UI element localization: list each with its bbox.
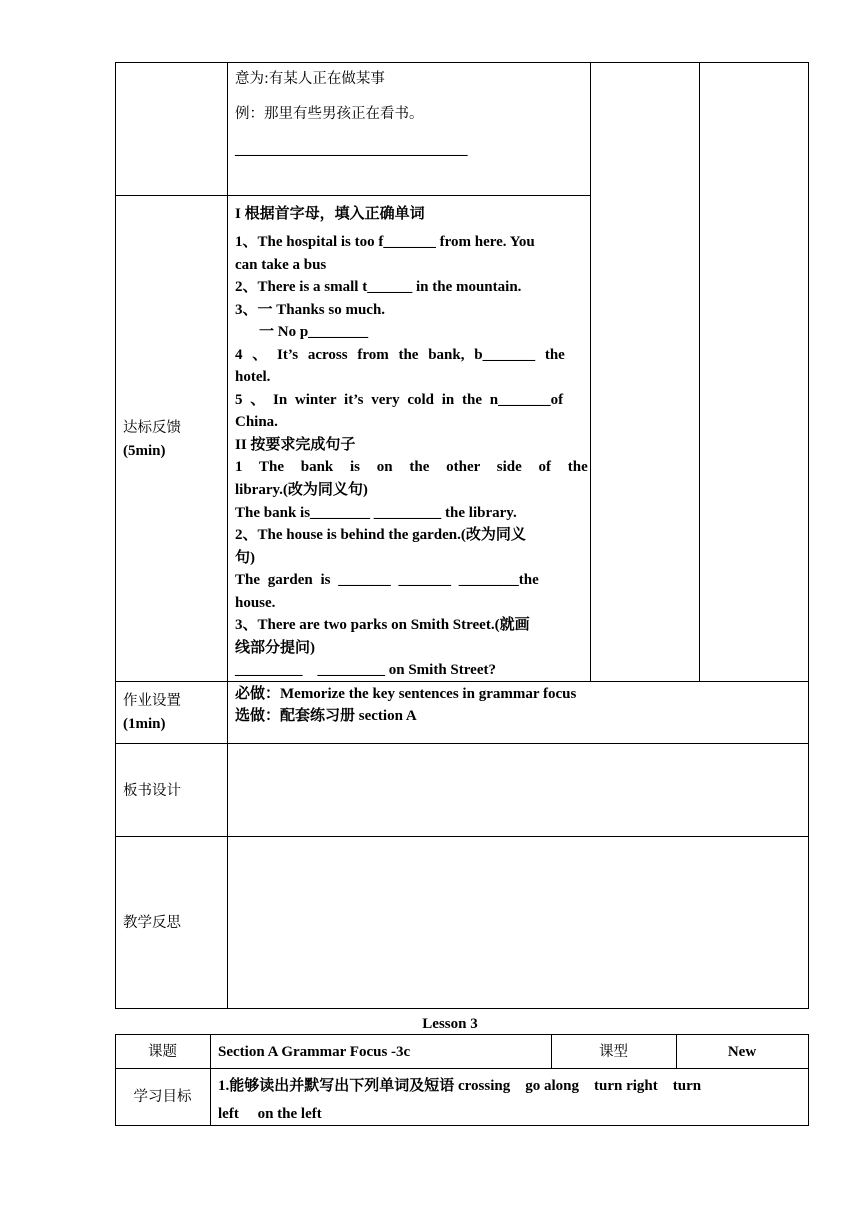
lesson-type-value: New [727, 1044, 757, 1060]
meaning-text: 意为:有某人正在做某事 [235, 71, 385, 87]
exercise-line: The garden is _______ _______ ________the [235, 572, 539, 588]
exercise-line: 5 、 In winter it’s very cold in the n_______of [235, 392, 564, 408]
rule [115, 681, 809, 682]
rule [115, 62, 809, 63]
homework-optional: 选做：配套练习册 section A [235, 708, 417, 724]
exercise-line: 线部分提问) [235, 640, 315, 656]
rule [699, 62, 700, 682]
answer-blank: _______________________________ [235, 142, 468, 158]
rule [808, 62, 809, 1009]
exercise-line: The bank is________ _________ the library. [235, 505, 517, 521]
homework-label: 作业设置 [123, 693, 181, 709]
lesson-title: Lesson 3 [422, 1016, 478, 1032]
topic-value: Section A Grammar Focus -3c [218, 1044, 411, 1060]
exercise-line: 4 、 It’s across from the bank, b_______ the [235, 347, 565, 363]
exercise-line: hotel. [235, 369, 271, 385]
exercise-line: can take a bus [235, 257, 327, 273]
lesson-type-label: 课型 [599, 1044, 628, 1060]
exercise-line [235, 231, 583, 253]
rule [808, 1034, 809, 1126]
rule [115, 836, 809, 837]
exercise-line: 句) [235, 550, 255, 566]
homework-time: (1min) [123, 716, 166, 732]
rule [115, 1125, 809, 1126]
rule [227, 62, 228, 1009]
blackboard-design-label: 板书设计 [123, 783, 181, 799]
feedback-label: 达标反馈 [123, 420, 181, 436]
feedback-time: (5min) [123, 443, 166, 459]
exercise-line: 2、There is a small t______ in the mountain. [235, 279, 522, 295]
exercise-text: 1、The hospital is too f_______ from here. You [235, 234, 535, 250]
exercise-line: house. [235, 595, 276, 611]
learning-goal-line: 1.能够读出并默写出下列单词及短语 crossing go along turn right turn [218, 1078, 702, 1094]
rule [115, 1034, 809, 1035]
rule [115, 62, 116, 1009]
example-text: 例：那里有些男孩正在看书。 [235, 106, 424, 122]
exercise-line: 3、一 Thanks so much. [235, 302, 386, 318]
exercise-line: China. [235, 414, 278, 430]
rule [590, 62, 591, 682]
exercise-line: 2、The house is behind the garden.(改为同义 [235, 527, 526, 543]
rule [210, 1034, 211, 1126]
rule [115, 743, 809, 744]
exercise-line: _________ _________ on Smith Street? [235, 662, 496, 678]
rule [115, 195, 591, 196]
teaching-reflection-label: 教学反思 [123, 915, 181, 931]
rule [115, 1008, 809, 1009]
exercise-line: 3、There are two parks on Smith Street.(就画 [235, 617, 530, 633]
learning-goal-line: left on the left [218, 1106, 322, 1122]
exercise-line: library.(改为同义句) [235, 482, 368, 498]
topic-label: 课题 [148, 1044, 177, 1060]
rule [115, 1068, 809, 1069]
section-i-heading: I 根据首字母，填入正确单词 [235, 206, 425, 222]
section-ii-heading: II 按要求完成句子 [235, 437, 356, 453]
learning-goals-label: 学习目标 [133, 1089, 192, 1105]
exercise-line: 一 No p________ [259, 324, 369, 340]
homework-required: 必做：Memorize the key sentences in grammar focus [235, 686, 577, 702]
exercise-line: 1 The bank is on the other side of the [235, 459, 588, 475]
